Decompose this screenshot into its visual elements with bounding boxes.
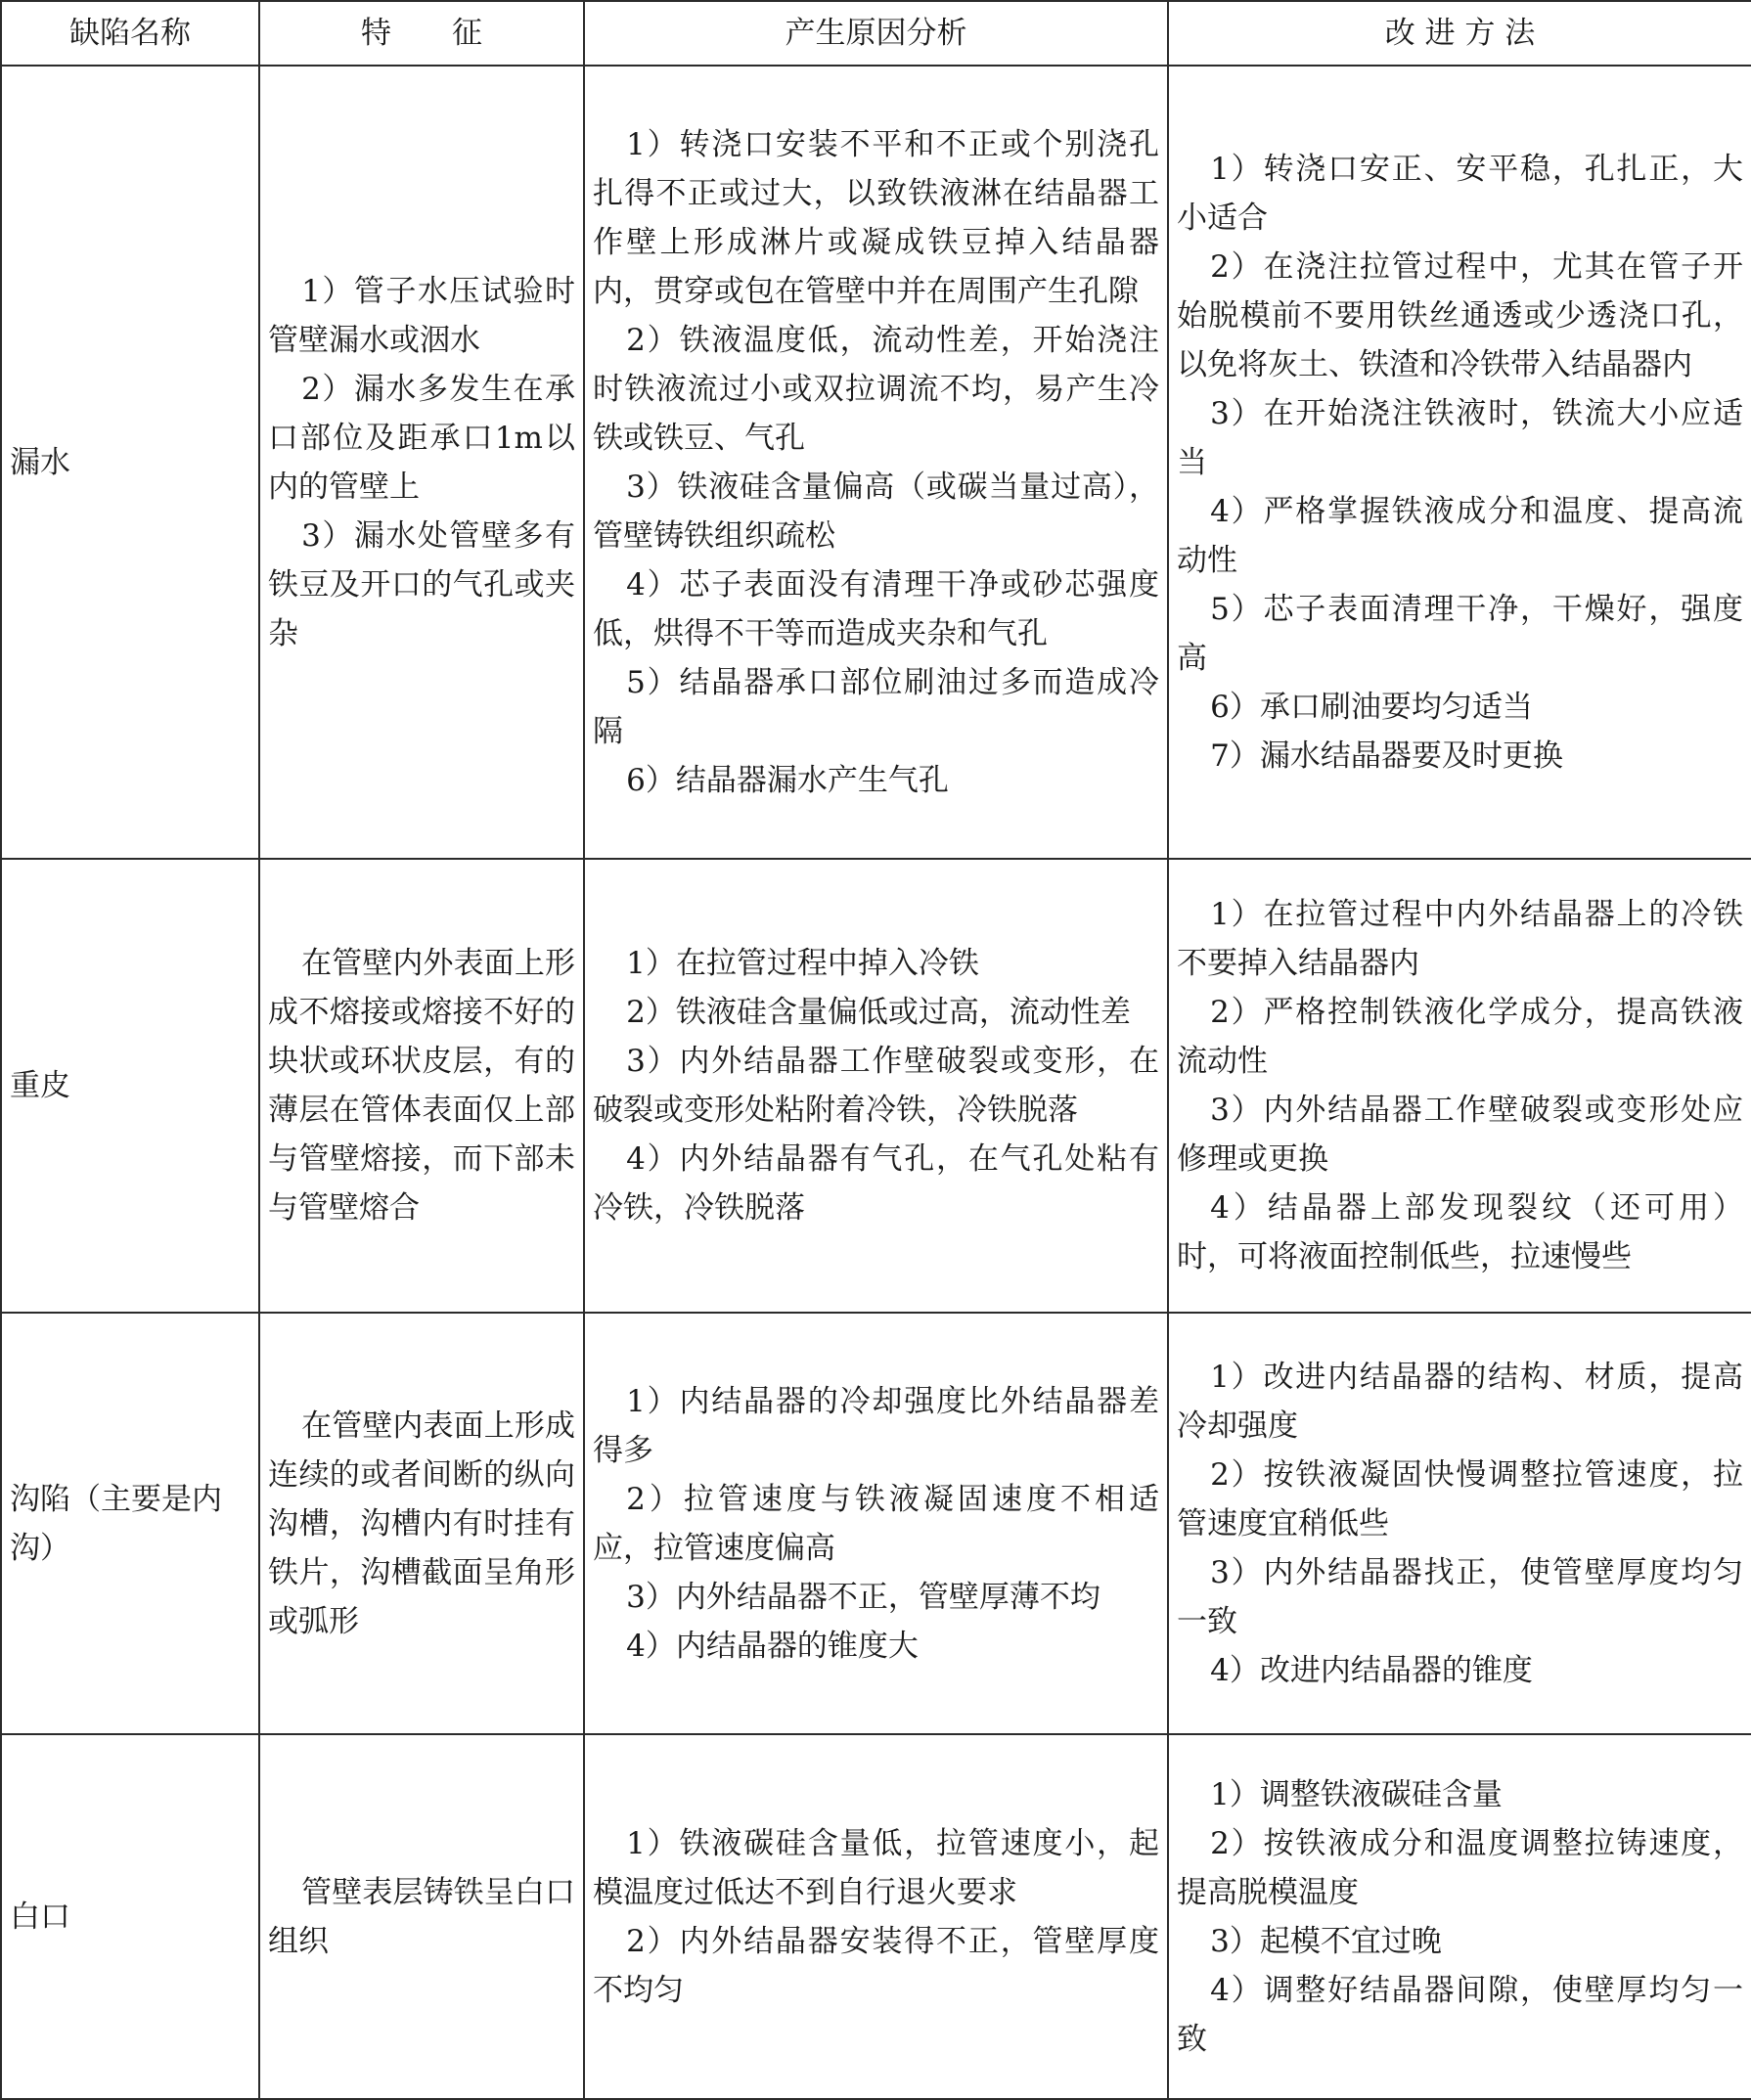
defect-name-cell (1, 1313, 259, 1734)
method-item: 1）调整铁液碳硅含量 (1210, 1776, 1503, 1812)
defect-name-cell (1, 859, 259, 1313)
method-item: 2）在浇注拉管过程中，尤其在管子开始脱模前不要用铁丝通透或少透浇口孔，以免将灰土、铁渣和冷铁带入结晶器内 (1177, 248, 1743, 382)
method-item: 5）芯子表面清理干净，干燥好，强度高 (1177, 591, 1743, 676)
cause-item: 3）内外结晶器不正，管壁厚薄不均 (626, 1579, 1100, 1615)
method-item: 4）严格掌握铁液成分和温度、提高流动性 (1177, 493, 1743, 578)
table-row (1, 66, 1751, 859)
method-item: 2）按铁液成分和温度调整拉铸速度，提高脱模温度 (1177, 1825, 1743, 1910)
header-defect-name: 缺陷名称 (1, 1, 259, 66)
defect-name-cell (1, 66, 259, 859)
feature-item: 管壁表层铸铁呈白口组织 (268, 1874, 575, 1959)
cause-item: 4）内结晶器的锥度大 (626, 1628, 919, 1664)
method-item: 3）内外结晶器找正，使管壁厚度均匀一致 (1177, 1554, 1743, 1639)
cause-item: 2）内外结晶器安装得不正，管壁厚度不均匀 (593, 1923, 1159, 2008)
method-item: 4）结晶器上部发现裂纹（还可用）时，可将液面控制低些，拉速慢些 (1177, 1190, 1743, 1274)
features-cell (259, 1313, 584, 1734)
method-item: 4）调整好结晶器间隙，使壁厚均匀一致 (1177, 1972, 1743, 2057)
features-cell (259, 859, 584, 1313)
cause-item: 2）铁液硅含量偏低或过高，流动性差 (626, 995, 1131, 1030)
cause-item: 1）转浇口安装不平和不正或个别浇孔扎得不正或过大，以致铁液淋在结晶器工作壁上形成淋片或凝成铁豆掉入结晶器内，贯穿或包在管壁中并在周围产生孔隙 (593, 126, 1159, 309)
cause-item: 3）内外结晶器工作壁破裂或变形，在破裂或变形处粘附着冷铁，冷铁脱落 (593, 1044, 1159, 1128)
cause-item: 5）结晶器承口部位刷油过多而造成冷隔 (593, 664, 1159, 749)
cause-item: 2）拉管速度与铁液凝固速度不相适应，拉管速度偏高 (593, 1481, 1159, 1566)
header-row (1, 1, 1751, 66)
cause-item: 4）内外结晶器有气孔，在气孔处粘有冷铁，冷铁脱落 (593, 1141, 1159, 1226)
method-item: 1）改进内结晶器的结构、材质，提高冷却强度 (1177, 1359, 1743, 1444)
feature-item: 1）管子水压试验时管壁漏水或洇水 (268, 273, 575, 358)
causes-cell (584, 1734, 1168, 2099)
causes-cell (584, 859, 1168, 1313)
header-causes: 产生原因分析 (584, 1, 1168, 66)
methods-cell (1168, 66, 1751, 859)
method-item: 2）严格控制铁液化学成分，提高铁液流动性 (1177, 995, 1743, 1079)
cause-item: 1）内结晶器的冷却强度比外结晶器差得多 (593, 1383, 1159, 1468)
causes-cell (584, 1313, 1168, 1734)
method-item: 6）承口刷油要均匀适当 (1210, 689, 1533, 725)
methods-cell (1168, 859, 1751, 1313)
cause-item: 2）铁液温度低，流动性差，开始浇注时铁液流过小或双拉调流不均，易产生冷铁或铁豆、气孔 (593, 322, 1159, 456)
method-item: 3）起模不宜过晚 (1210, 1923, 1442, 1959)
method-item: 1）在拉管过程中内外结晶器上的冷铁不要掉入结晶器内 (1177, 897, 1743, 981)
table-row (1, 859, 1751, 1313)
feature-item: 在管壁内外表面上形成不熔接或熔接不好的块状或环状皮层，有的薄层在管体表面仅上部与管壁熔接，而下部未与管壁熔合 (268, 946, 575, 1226)
cause-item: 6）结晶器漏水产生气孔 (626, 762, 949, 798)
header-methods: 改 进 方 法 (1168, 1, 1751, 66)
table-row (1, 1313, 1751, 1734)
feature-item: 3）漏水处管壁多有铁豆及开口的气孔或夹杂 (268, 517, 575, 651)
cause-item: 4）芯子表面没有清理干净或砂芯强度低，烘得不干等而造成夹杂和气孔 (593, 566, 1159, 651)
method-item: 4）改进内结晶器的锥度 (1210, 1652, 1533, 1688)
defect-name-cell (1, 1734, 259, 2099)
features-cell (259, 66, 584, 859)
method-item: 2）按铁液凝固快慢调整拉管速度，拉管速度宜稍低些 (1177, 1456, 1743, 1541)
header-features: 特 征 (259, 1, 584, 66)
method-item: 3）内外结晶器工作壁破裂或变形处应修理或更换 (1177, 1093, 1743, 1177)
method-item: 7）漏水结晶器要及时更换 (1210, 737, 1563, 774)
table-row (1, 1734, 1751, 2099)
defect-name: 沟陷（主要是内沟） (10, 1481, 222, 1566)
feature-item: 2）漏水多发生在承口部位及距承口1m以内的管壁上 (268, 371, 575, 505)
cause-item: 3）铁液硅含量偏高（或碳当量过高），管壁铸铁组织疏松 (593, 469, 1159, 554)
causes-cell (584, 66, 1168, 859)
defect-name: 白口 (10, 1899, 70, 1935)
method-item: 3）在开始浇注铁液时，铁流大小应适当 (1177, 395, 1743, 480)
defect-name: 漏水 (10, 444, 70, 480)
feature-item: 在管壁内表面上形成连续的或者间断的纵向沟槽，沟槽内有时挂有铁片，沟槽截面呈角形或弧形 (268, 1407, 575, 1639)
defect-name: 重皮 (10, 1068, 70, 1103)
features-cell (259, 1734, 584, 2099)
cause-item: 1）铁液碳硅含量低，拉管速度小，起模温度过低达不到自行退火要求 (593, 1825, 1159, 1910)
methods-cell (1168, 1313, 1751, 1734)
methods-cell (1168, 1734, 1751, 2099)
cause-item: 1）在拉管过程中掉入冷铁 (626, 946, 979, 981)
method-item: 1）转浇口安正、安平稳，孔扎正，大小适合 (1177, 151, 1743, 236)
